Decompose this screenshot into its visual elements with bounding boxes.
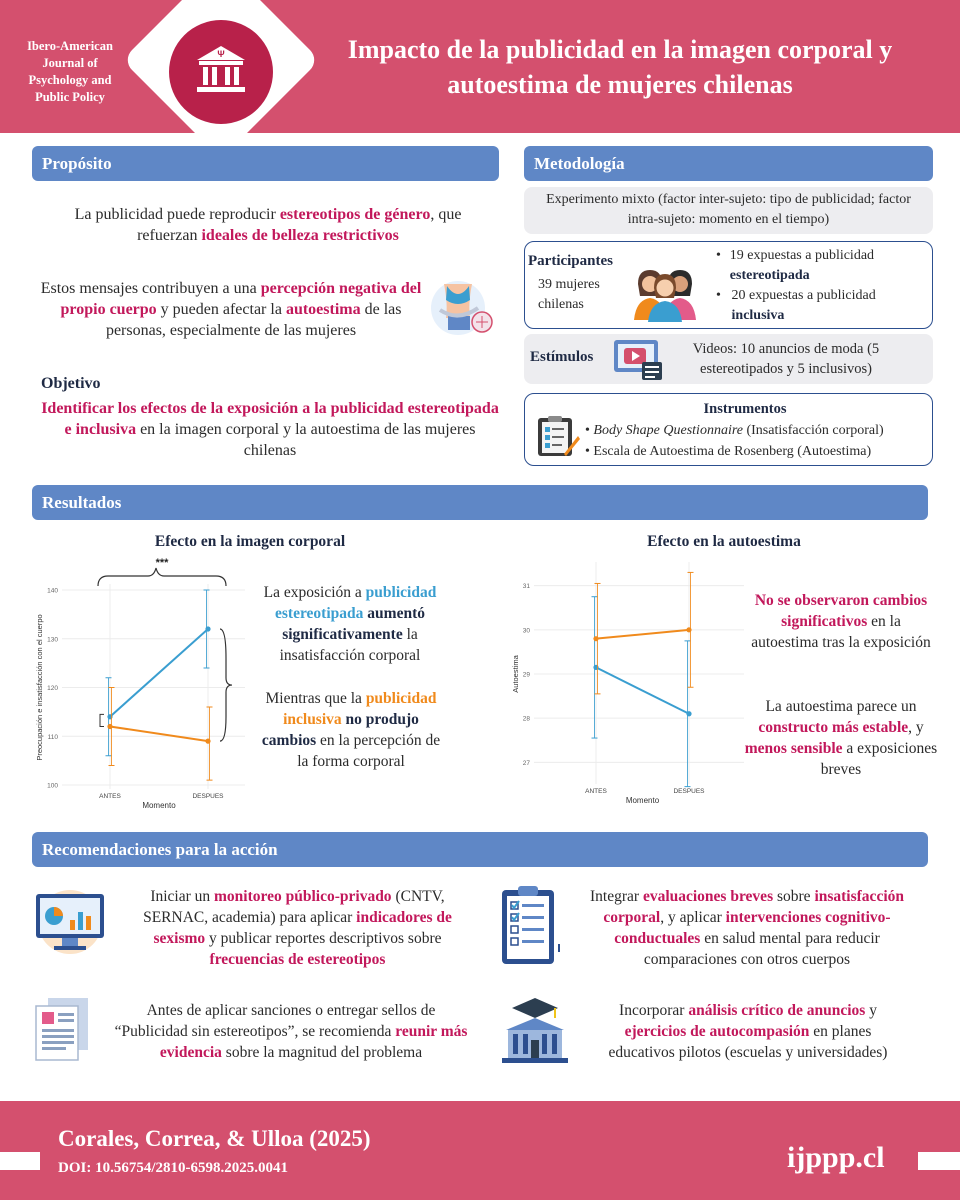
recomendacion-4: Incorporar análisis crítico de anuncios y ejercicios de autocompasión en planes educativos pilotos (escuelas y universidades) (608, 1002, 888, 1061)
chart-title-body: Efecto en la imagen corporal (154, 533, 346, 550)
self-result-2: La autoestima parece un constructo más estable, y menos sensible a exposiciones breves (744, 698, 938, 778)
monitor-chart-icon (32, 888, 108, 956)
x-axis-label: Momento (625, 796, 660, 805)
series-line (110, 629, 208, 717)
y-tick-label: 140 (47, 587, 58, 595)
objetivo-text: Identificar los efectos de la exposición a la publicidad estereotipada e inclusiva en la imagen corporal y la autoestima de las mujeres chilenas (41, 400, 499, 459)
video-player-icon (612, 338, 664, 382)
self-result-1: No se observaron cambios significativos en la autoestima tras la exposición (751, 592, 931, 651)
series-line (596, 630, 689, 639)
y-tick-label: 27 (522, 759, 530, 767)
comparison-bracket (220, 629, 232, 741)
x-axis-label: Momento (142, 801, 176, 810)
proposito-text-1: La publicidad puede reproducir estereotipos de género, que refuerzan ideales de belleza restrictivos (74, 206, 462, 244)
body-result-2: Mientras que la publicidad inclusiva no produjo cambios en la percepción de la forma corporal (261, 690, 441, 770)
body-measure-icon (430, 278, 494, 338)
participantes-count: 39 mujeres chilenas (538, 277, 600, 312)
data-point (107, 724, 112, 729)
y-tick-label: 31 (522, 583, 530, 591)
svg-text:Ψ: Ψ (217, 49, 225, 59)
section-recomendaciones: Recomendaciones para la acción (32, 832, 928, 867)
y-tick-label: 110 (47, 733, 58, 741)
journal-name: Ibero-American Journal of Psychology and Public Policy (27, 39, 113, 104)
participantes-groups: • 19 expuestas a publicidad estereotipada • 20 expuestas a publicidad inclusiva (716, 248, 876, 323)
recomendacion-1: Iniciar un monitoreo público-privado (CNTV, SERNAC, academia) para aplicar indicadores de sexismo y publicar reportes descriptivos sobre frecuencias de estereotipos (143, 888, 452, 968)
objetivo-label: Objetivo (41, 375, 101, 392)
comparison-bracket (100, 714, 104, 726)
x-tick-label: DESPUES (192, 793, 224, 800)
proposito-text-2: Estos mensajes contribuyen a una percepción negativa del propio cuerpo y pueden afectar la autoestima de las personas, especialmente de las mujeres (40, 280, 422, 339)
y-tick-label: 30 (522, 627, 530, 635)
participantes-label: Participantes (528, 253, 613, 269)
y-tick-label: 29 (522, 671, 530, 679)
body-result-1: La exposición a publicidad estereotipada aumentó significativamente la insatisfacción corporal (263, 584, 437, 664)
data-point (593, 636, 598, 641)
series-line (110, 727, 208, 742)
logo (121, 0, 321, 160)
x-tick-label: DESPUES (673, 788, 705, 795)
x-tick-label: ANTES (585, 788, 607, 795)
chart-imagen-corporal (30, 552, 250, 814)
recomendacion-2: Integrar evaluaciones breves sobre insatisfacción corporal, y aplicar intervenciones cognitivo-conductuales en salud mental para reducir comparaciones con otros cuerpos (590, 888, 904, 968)
y-tick-label: 130 (47, 636, 58, 644)
estimulos-label: Estímulos (530, 349, 594, 365)
chart-title-self: Efecto en la autoestima (647, 533, 801, 550)
checklist-icon (498, 884, 564, 968)
chart-autoestima (506, 558, 746, 814)
footer-doi[interactable]: DOI: 10.56754/2810-6598.2025.0041 (58, 1160, 288, 1176)
instrumentos-label: Instrumentos (703, 401, 787, 417)
significance-label: *** (155, 557, 169, 569)
x-tick-label: ANTES (99, 793, 121, 800)
section-resultados: Resultados (32, 485, 928, 520)
section-proposito: Propósito (32, 146, 499, 181)
section-metodologia: Metodología (524, 146, 933, 181)
y-tick-label: 100 (47, 782, 58, 790)
data-point (686, 627, 691, 632)
significance-bracket (98, 568, 226, 586)
clipboard-icon (536, 414, 580, 458)
women-group-icon (630, 266, 700, 322)
data-point (686, 711, 691, 716)
recomendacion-3: Antes de aplicar sanciones o entregar sellos de “Publicidad sin estereotipos”, se recomienda reunir más evidencia sobre la magnitud del problema (114, 1002, 468, 1061)
y-axis-label: Preocupación e insatisfacción con el cuerpo (35, 614, 44, 761)
instrumentos-list: • Body Shape Questionnaire (Insatisfacción corporal) • Escala de Autoestima de Rosenberg (Autoestima) (585, 423, 884, 459)
footer-divider-left (0, 1152, 40, 1170)
university-icon (498, 994, 572, 1066)
data-point (205, 739, 210, 744)
y-axis-label: Autoestima (511, 655, 520, 693)
estimulos-text: Videos: 10 anuncios de moda (5 estereotipados y 5 inclusivos) (692, 341, 880, 377)
footer-site-link[interactable]: ijppp.cl (787, 1141, 885, 1174)
data-point (205, 626, 210, 631)
footer-authors: Corales, Correa, & Ulloa (2025) (58, 1126, 371, 1151)
institution-icon (191, 40, 251, 100)
design-text: Experimento mixto (factor inter-sujeto: tipo de publicidad; factor intra-sujeto: momento en el tiempo) (546, 192, 911, 227)
y-tick-label: 120 (47, 685, 58, 692)
document-icon (34, 996, 90, 1062)
page-title: Impacto de la publicidad en la imagen corporal y autoestima de mujeres chilenas (347, 35, 893, 99)
footer-divider-right (918, 1152, 960, 1170)
y-tick-label: 28 (522, 715, 530, 723)
